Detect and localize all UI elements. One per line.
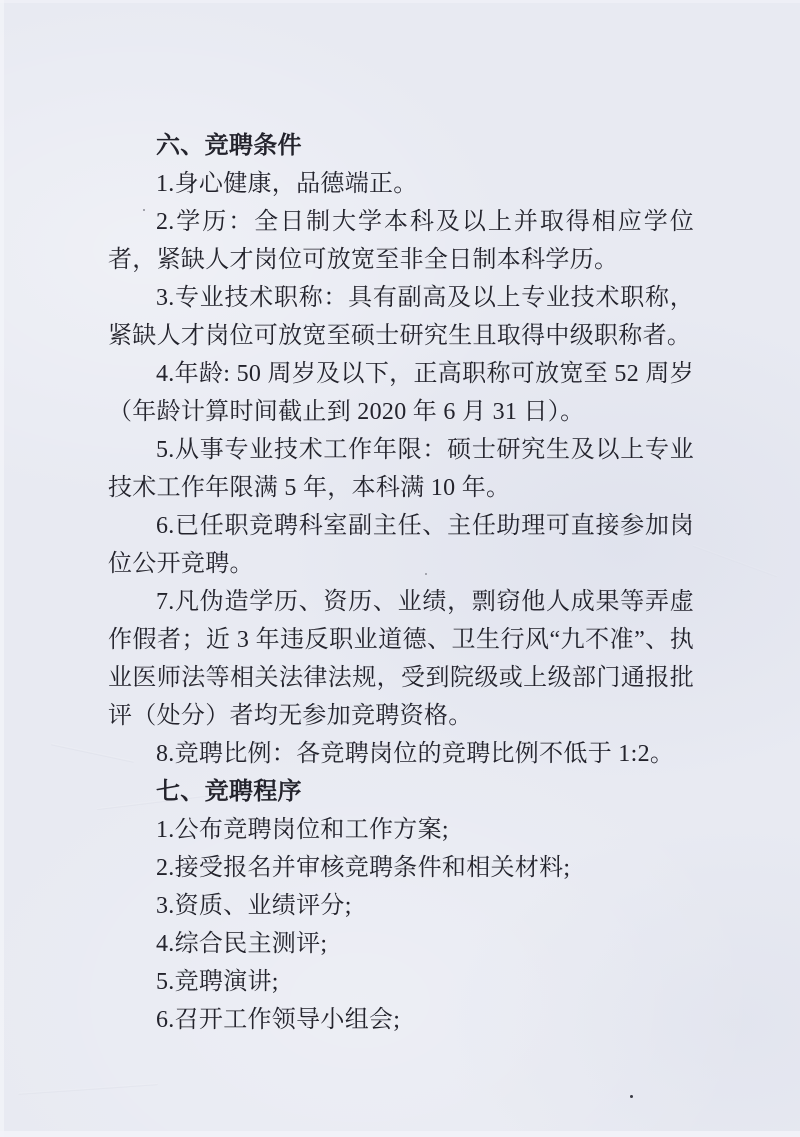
procedure-item-4: 4.综合民主测评; (156, 931, 328, 957)
section-heading-conditions: 六、竞聘条件 (156, 133, 302, 159)
scan-edge-bottom (0, 1131, 800, 1137)
condition-item-7: 7.凡伪造学历、资历、业绩，剽窃他人成果等弄虚作假者；近 3 年违反职业道德、卫生行风“九不准”、执业医师法等相关法律法规，受到院级或上级部门通报批评（处分）者均无参加竞聘资格。 (108, 589, 694, 729)
section-heading-procedures: 七、竞聘程序 (156, 779, 302, 805)
paper-crease (18, 1083, 158, 1095)
procedure-item-5: 5.竞聘演讲; (156, 969, 279, 995)
condition-item-6: 6.已任职竞聘科室副主任、主任助理可直接参加岗位公开竞聘。 (108, 513, 694, 577)
condition-item-4: 4.年龄: 50 周岁及以下，正高职称可放宽至 52 周岁（年龄计算时间截止到 2020 年 6 月 31 日）。 (108, 361, 694, 425)
paper-crease (692, 545, 777, 578)
procedure-item-3: 3.资质、业绩评分; (156, 893, 352, 919)
procedure-item-1: 1.公布竞聘岗位和工作方案; (156, 817, 449, 843)
procedure-item-2: 2.接受报名并审核竞聘条件和相关材料; (156, 855, 571, 881)
condition-item-5: 5.从事专业技术工作年限：硕士研究生及以上专业技术工作年限满 5 年，本科满 10 年。 (108, 437, 694, 501)
scan-edge-left (0, 0, 4, 1137)
scan-edge-top (0, 0, 800, 3)
condition-item-2: 2.学历：全日制大学本科及以上并取得相应学位者，紧缺人才岗位可放宽至非全日制本科学历。 (108, 209, 694, 273)
document-content (108, 127, 694, 1039)
procedure-item-6: 6.召开工作领导小组会; (156, 1007, 401, 1033)
condition-item-1: 1.身心健康，品德端正。 (156, 171, 418, 197)
dust-speck (630, 1095, 633, 1098)
condition-item-8: 8.竞聘比例：各竞聘岗位的竞聘比例不低于 1:2。 (156, 741, 675, 767)
condition-item-3: 3.专业技术职称：具有副高及以上专业技术职称，紧缺人才岗位可放宽至硕士研究生且取得中级职称者。 (108, 285, 694, 349)
